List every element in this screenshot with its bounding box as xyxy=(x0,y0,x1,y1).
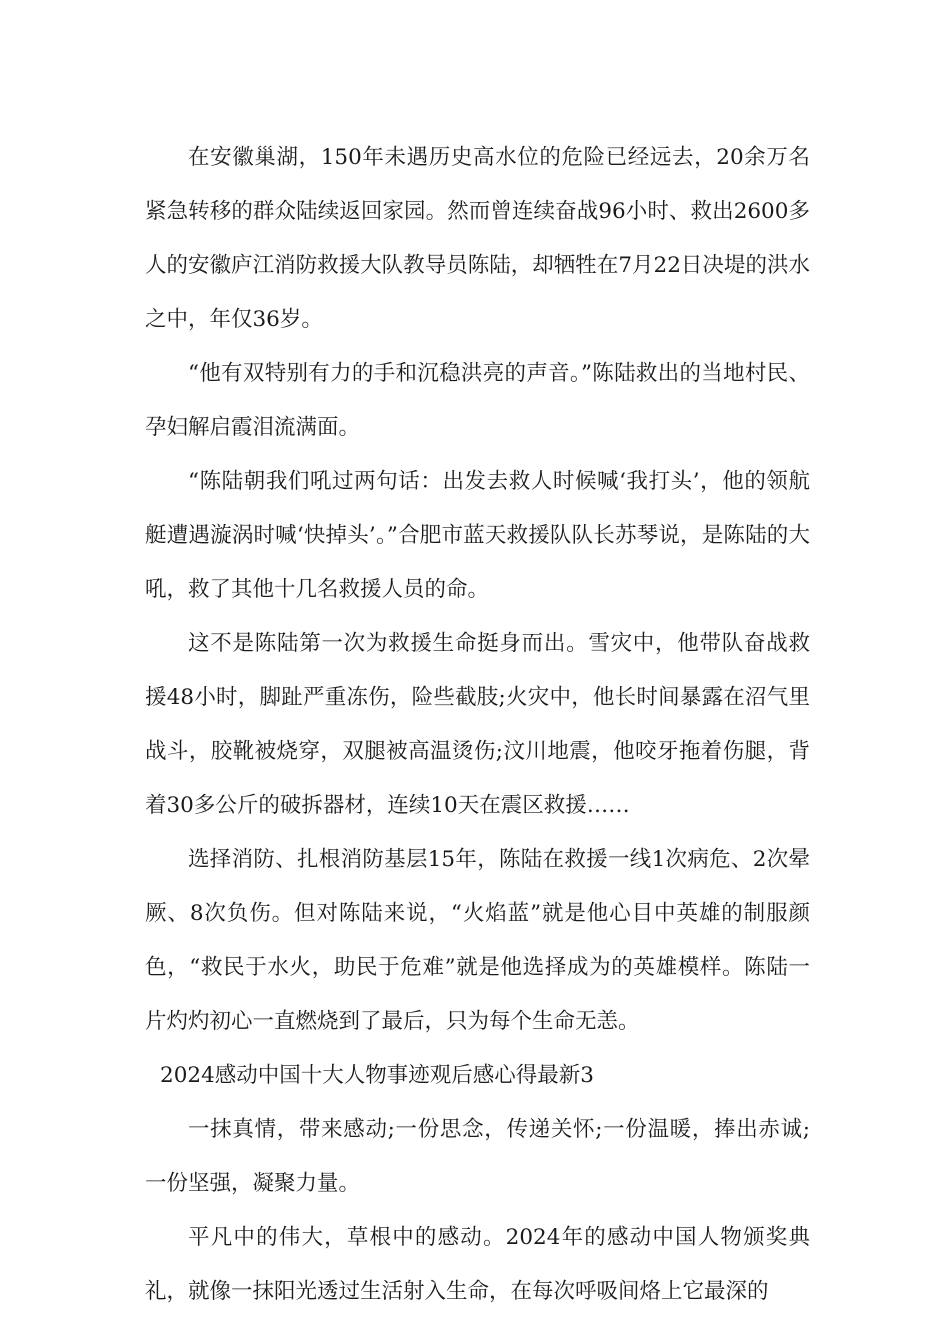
paragraph-career-summary: 选择消防、扎根消防基层15年，陈陆在救援一线1次病危、2次晕厥、8次负伤。但对陈陆来说，“火焰蓝”就是他心目中英雄的制服颜色，“救民于水火，助民于危难”就是他选择成为的英雄模样。陈陆一片灼灼初心一直燃烧到了最后，只为每个生命无恙。 xyxy=(145,847,810,1034)
paragraph-ceremony: 平凡中的伟大，草根中的感动。2024年的感动中国人物颁奖典礼，就像一抹阳光透过生活射入生命，在每次呼吸间烙上它最深的 xyxy=(145,1225,810,1304)
paragraph-villager-quote: “他有双特别有力的手和沉稳洪亮的声音。”陈陆救出的当地村民、孕妇解启霞泪流满面。 xyxy=(145,361,810,440)
paragraph-rescue-team-quote: “陈陆朝我们吼过两句话：出发去救人时候喊‘我打头’，他的领航艇遭遇漩涡时喊‘快掉头’。”合肥市蓝天救援队队长苏琴说，是陈陆的大吼，救了其他十几名救援人员的命。 xyxy=(145,469,810,602)
paragraph-chaohu-flood: 在安徽巢湖，150年未遇历史高水位的危险已经远去，20余万名紧急转移的群众陆续返回家园。然而曾连续奋战96小时、救出2600多人的安徽庐江消防救援大队教导员陈陆，却牺牲在7月22日决堤的洪水之中，年仅36岁。 xyxy=(145,145,810,332)
paragraph-past-rescues: 这不是陈陆第一次为救援生命挺身而出。雪灾中，他带队奋战救援48小时，脚趾严重冻伤，险些截肢;火灾中，他长时间暴露在沼气里战斗，胶靴被烧穿，双腿被高温烫伤;汶川地震，他咬牙拖着伤腿，背着30多公斤的破拆器材，连续10天在震区救援…… xyxy=(145,631,810,818)
document-page xyxy=(145,131,810,1319)
paragraph-intro-lines: 一抹真情，带来感动;一份思念，传递关怀;一份温暖，捧出赤诚;一份坚强，凝聚力量。 xyxy=(145,1117,810,1196)
section-heading: 2024感动中国十大人物事迹观后感心得最新3 xyxy=(160,1063,594,1088)
